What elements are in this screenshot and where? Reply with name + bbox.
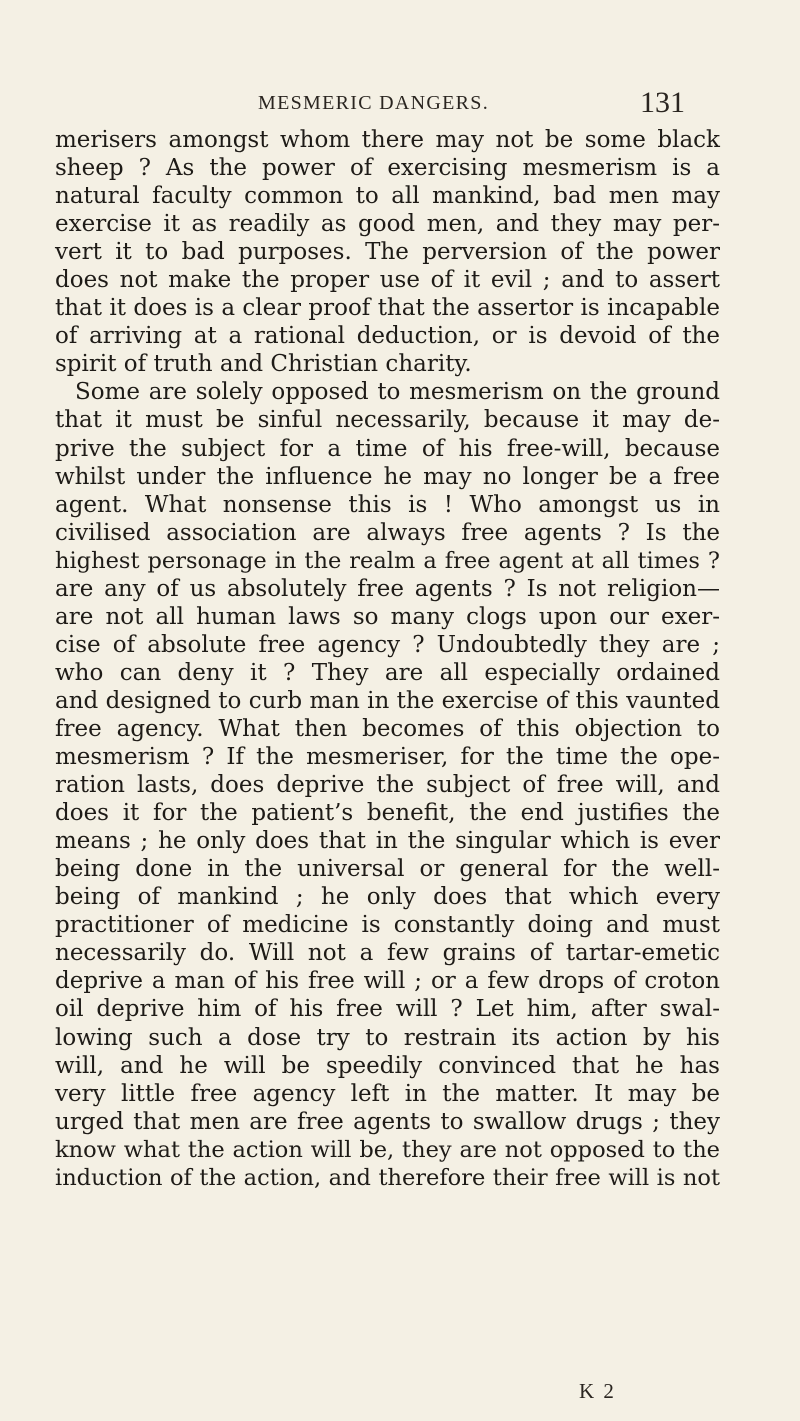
body-text bbox=[55, 126, 720, 1192]
text-line: civilised association are always free agents ? Is the bbox=[55, 519, 720, 546]
text-line: lowing such a dose try to restrain its action by his bbox=[55, 1024, 720, 1051]
text-line: that it must be sinful necessarily, because it may de- bbox=[55, 407, 720, 434]
signature-mark: K 2 bbox=[579, 1379, 616, 1403]
text-line: whilst under the influence he may no longer be a free bbox=[55, 463, 720, 490]
text-line: highest personage in the realm a free agent at all times ? bbox=[55, 547, 720, 574]
text-line: free agency. What then becomes of this objection to bbox=[55, 715, 720, 742]
text-line: does not make the proper use of it evil ; and to assert bbox=[55, 267, 720, 294]
running-head bbox=[0, 86, 800, 122]
text-line: agent. What nonsense this is ! Who amongst us in bbox=[55, 491, 720, 518]
text-line: very little free agency left in the matter. It may be bbox=[55, 1080, 720, 1107]
text-line: ration lasts, does deprive the subject of free will, and bbox=[55, 772, 720, 799]
text-line: mesmerism ? If the mesmeriser, for the time the ope- bbox=[55, 744, 720, 771]
page-number: 131 bbox=[640, 86, 685, 119]
text-line: exercise it as readily as good men, and they may per- bbox=[55, 211, 720, 238]
text-line: natural faculty common to all mankind, bad men may bbox=[55, 183, 720, 210]
text-line: and designed to curb man in the exercise of this vaunted bbox=[55, 687, 720, 714]
text-line: being of mankind ; he only does that which every bbox=[55, 884, 720, 911]
text-line: does it for the patient’s benefit, the end justifies the bbox=[55, 800, 720, 827]
text-line: vert it to bad purposes. The perversion of the power bbox=[55, 239, 720, 266]
text-line: deprive a man of his free will ; or a few drops of croton bbox=[55, 968, 720, 995]
text-line: will, and he will be speedily convinced that he has bbox=[55, 1052, 720, 1079]
text-line: prive the subject for a time of his free-will, because bbox=[55, 435, 720, 462]
text-line: induction of the action, and therefore their free will is not bbox=[55, 1164, 720, 1191]
text-line: merisers amongst whom there may not be some black bbox=[55, 127, 720, 153]
text-line: oil deprive him of his free will ? Let him, after swal- bbox=[55, 996, 720, 1023]
text-line: urged that men are free agents to swallow drugs ; they bbox=[55, 1108, 720, 1135]
text-line: necessarily do. Will not a few grains of tartar-emetic bbox=[55, 940, 720, 967]
paragraph-start-line: Some are solely opposed to mesmerism on the ground bbox=[75, 379, 720, 406]
text-line: that it does is a clear proof that the assertor is incapable bbox=[55, 295, 720, 322]
text-line: are any of us absolutely free agents ? Is not religion— bbox=[55, 575, 720, 602]
text-line: being done in the universal or general for the well- bbox=[55, 856, 720, 883]
text-line: know what the action will be, they are not opposed to the bbox=[55, 1136, 720, 1163]
text-line: who can deny it ? They are all especially ordained bbox=[55, 659, 720, 686]
running-title: MESMERIC DANGERS. bbox=[258, 92, 490, 114]
text-line: cise of absolute free agency ? Undoubtedly they are ; bbox=[55, 631, 720, 658]
paragraph-end-line: spirit of truth and Christian charity. bbox=[55, 351, 472, 378]
text-line: practitioner of medicine is constantly doing and must bbox=[55, 912, 720, 939]
text-line: are not all human laws so many clogs upon our exer- bbox=[55, 603, 720, 630]
text-line: means ; he only does that in the singular which is ever bbox=[55, 828, 720, 855]
text-line: sheep ? As the power of exercising mesmerism is a bbox=[55, 155, 720, 182]
text-line: of arriving at a rational deduction, or is devoid of the bbox=[55, 323, 720, 350]
